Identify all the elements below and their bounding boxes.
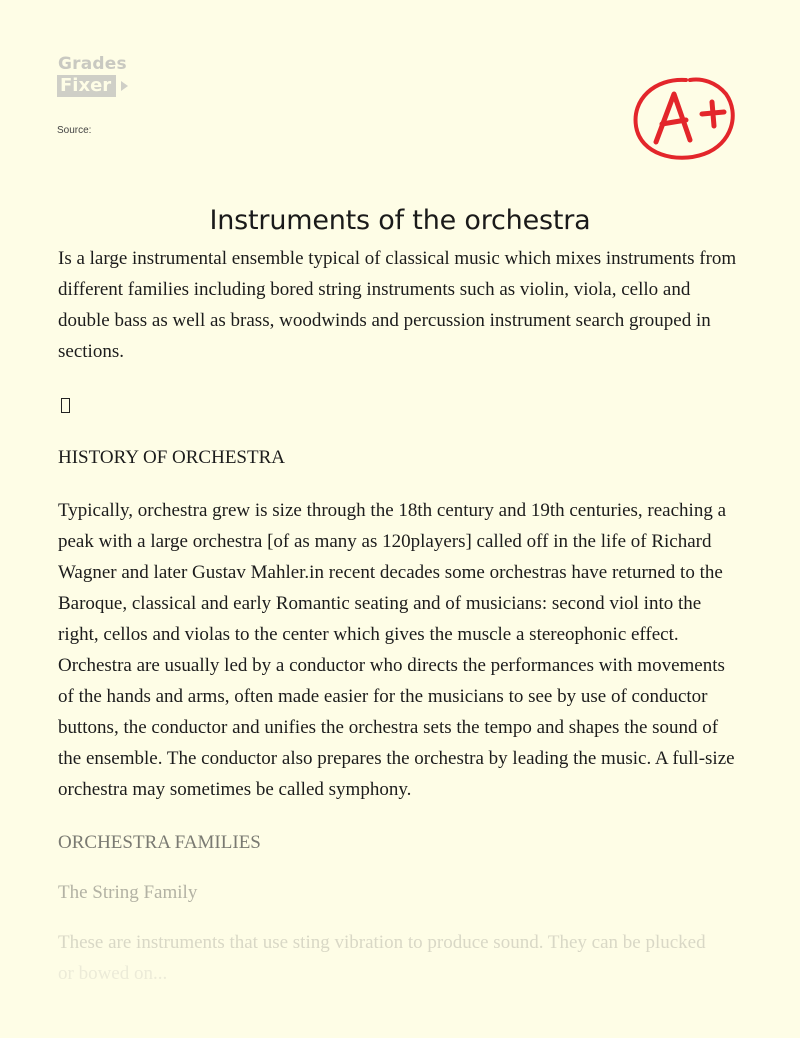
- logo-line1: Grades: [58, 54, 127, 74]
- gradesfixer-logo[interactable]: [57, 55, 157, 103]
- logo-arrow-icon: [121, 81, 128, 91]
- intro-paragraph: Is a large instrumental ensemble typical of classical music which mixes instruments from different families including bored string instruments such as violin, viola, cello and double bass as well as brass, woodwinds and percussion instrument search grouped in sections.: [58, 248, 737, 362]
- families-heading: ORCHESTRA FAMILIES: [58, 832, 261, 853]
- source-label: Source:: [57, 125, 92, 136]
- string-family-paragraph-cont: or bowed on...: [58, 963, 168, 984]
- history-heading: HISTORY OF ORCHESTRA: [58, 447, 285, 468]
- missing-glyph-icon: [61, 398, 70, 413]
- string-family-paragraph: These are instruments that use sting vibration to produce sound. They can be plucked: [58, 932, 706, 953]
- string-family-heading: The String Family: [58, 882, 198, 903]
- logo-line2: Fixer: [57, 75, 116, 97]
- a-plus-badge: [624, 68, 744, 168]
- history-paragraph: Typically, orchestra grew is size through the 18th century and 19th centuries, reaching a peak with a large orchestra [of as many as 120players] called off in the life of Richard Wagner and later Gustav Mahler.in recent decades some orchestras have returned to the Baroque, classical and early Romantic seating and of musicians: second viol into the right, cellos and violas to the center which gives the muscle a stereophonic effect. Orchestra are usually led by a conductor who directs the performances with movements of the hands and arms, often made easier for the musicians to see by use of conductor buttons, the conductor and unifies the orchestra sets the tempo and shapes the sound of the ensemble. The conductor also prepares the orchestra by leading the music. A full-size orchestra may sometimes be called symphony.: [58, 500, 735, 800]
- glyph-row: [58, 389, 742, 420]
- essay-body: [58, 243, 742, 989]
- page-title: Instruments of the orchestra: [209, 205, 591, 237]
- logo-line2-wrap: [57, 75, 157, 97]
- a-plus-badge-graphic: [624, 68, 744, 168]
